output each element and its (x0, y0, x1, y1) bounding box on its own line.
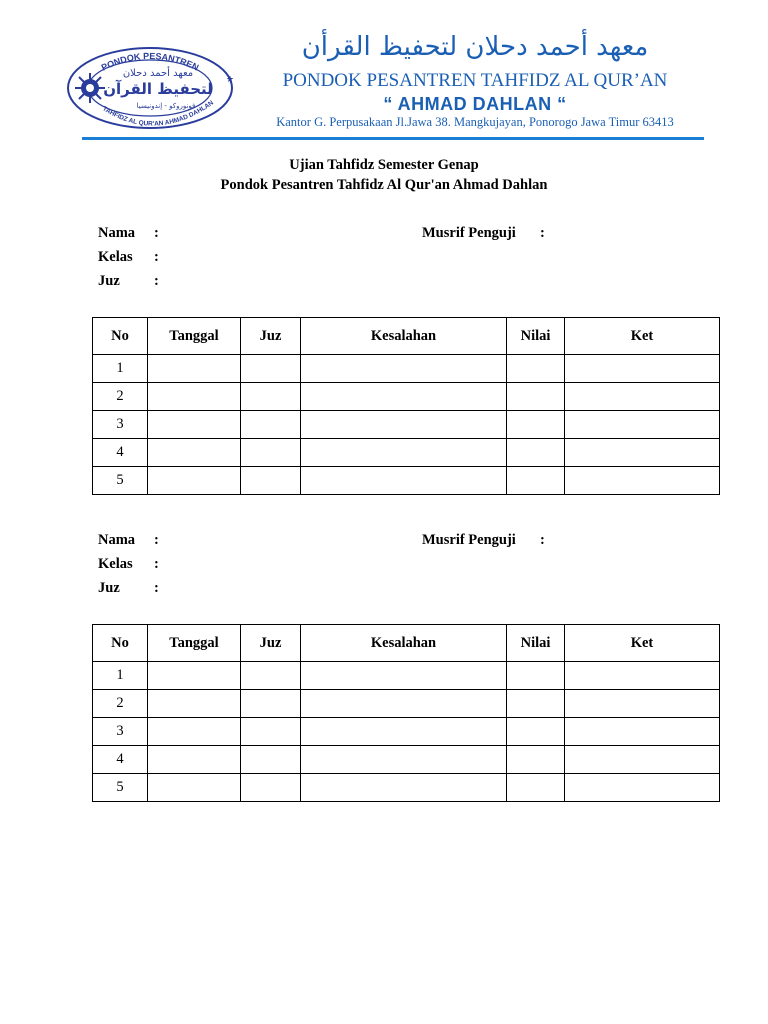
nama-label: Nama (98, 225, 136, 241)
ket-cell[interactable] (565, 718, 720, 746)
juz-cell[interactable] (241, 467, 301, 495)
kesalahan-cell[interactable] (301, 774, 507, 802)
ket-cell[interactable] (565, 467, 720, 495)
row-number: 5 (93, 467, 148, 495)
row-number: 3 (93, 411, 148, 439)
ket-cell[interactable] (565, 662, 720, 690)
musrif-penguji-field (422, 530, 545, 550)
musrif-penguji-field (422, 223, 545, 243)
nilai-cell[interactable] (507, 690, 565, 718)
juz-label: Juz (98, 580, 120, 596)
row-number: 4 (93, 746, 148, 774)
col-header-nilai: Nilai (507, 625, 565, 662)
col-header-tanggal: Tanggal (148, 625, 241, 662)
col-header-nilai: Nilai (507, 318, 565, 355)
row-number: 3 (93, 718, 148, 746)
nilai-cell[interactable] (507, 467, 565, 495)
tanggal-cell[interactable] (148, 383, 241, 411)
score-table-2 (92, 624, 720, 802)
colon: : (154, 249, 159, 265)
kelas-field (98, 554, 159, 574)
tanggal-cell[interactable] (148, 774, 241, 802)
table-row (93, 439, 720, 467)
tanggal-cell[interactable] (148, 690, 241, 718)
ket-cell[interactable] (565, 411, 720, 439)
sun-emblem-icon (75, 73, 105, 103)
col-header-ket: Ket (565, 625, 720, 662)
tanggal-cell[interactable] (148, 439, 241, 467)
table-row (93, 746, 720, 774)
nilai-cell[interactable] (507, 439, 565, 467)
kelas-label: Kelas (98, 556, 133, 572)
letterhead (0, 0, 768, 145)
juz-cell[interactable] (241, 439, 301, 467)
kesalahan-cell[interactable] (301, 746, 507, 774)
juz-field (98, 271, 159, 291)
colon: : (154, 532, 159, 548)
kesalahan-cell[interactable] (301, 439, 507, 467)
kesalahan-cell[interactable] (301, 690, 507, 718)
ket-cell[interactable] (565, 355, 720, 383)
musrif-label: Musrif Penguji (422, 532, 516, 548)
col-header-juz: Juz (241, 625, 301, 662)
colon: : (154, 273, 159, 289)
document-subtitle: Pondok Pesantren Tahfidz Al Qur'an Ahmad Dahlan (220, 177, 548, 193)
nilai-cell[interactable] (507, 718, 565, 746)
logo-arabic-line2: لتحفيظ القرآن (103, 80, 213, 98)
arabic-school-name: معهد أحمد دحلان لتحفيظ القرأن (301, 32, 649, 62)
ket-cell[interactable] (565, 774, 720, 802)
col-header-juz: Juz (241, 318, 301, 355)
nilai-cell[interactable] (507, 774, 565, 802)
juz-cell[interactable] (241, 718, 301, 746)
col-header-kesalahan: Kesalahan (301, 318, 507, 355)
nilai-cell[interactable] (507, 662, 565, 690)
table-header-row (93, 625, 720, 662)
kesalahan-cell[interactable] (301, 718, 507, 746)
tanggal-cell[interactable] (148, 411, 241, 439)
star-icon: ★ (226, 75, 234, 85)
logo-arabic-line1: معهد أحمد دحلان (122, 68, 194, 79)
colon: : (540, 225, 545, 241)
tanggal-cell[interactable] (148, 355, 241, 383)
colon: : (154, 225, 159, 241)
row-number: 4 (93, 439, 148, 467)
nilai-cell[interactable] (507, 746, 565, 774)
kelas-field (98, 247, 159, 267)
table-row (93, 467, 720, 495)
juz-cell[interactable] (241, 383, 301, 411)
colon: : (540, 532, 545, 548)
juz-cell[interactable] (241, 746, 301, 774)
kesalahan-cell[interactable] (301, 411, 507, 439)
table-row (93, 411, 720, 439)
table-row (93, 774, 720, 802)
col-header-no: No (93, 318, 148, 355)
kesalahan-cell[interactable] (301, 355, 507, 383)
juz-cell[interactable] (241, 411, 301, 439)
header-divider (82, 137, 704, 140)
nama-field (98, 223, 159, 243)
ket-cell[interactable] (565, 383, 720, 411)
tanggal-cell[interactable] (148, 662, 241, 690)
school-address: Kantor G. Perpusakaan Jl.Jawa 38. Mangkujayan, Ponorogo Jawa Timur 63413 (276, 115, 674, 129)
logo-bottom-text: TAHFIDZ AL QUR'AN AHMAD DAHLAN (101, 99, 215, 128)
juz-field (98, 578, 159, 598)
kesalahan-cell[interactable] (301, 383, 507, 411)
ket-cell[interactable] (565, 690, 720, 718)
kesalahan-cell[interactable] (301, 662, 507, 690)
nama-label: Nama (98, 532, 136, 548)
juz-cell[interactable] (241, 662, 301, 690)
juz-cell[interactable] (241, 690, 301, 718)
table-row (93, 718, 720, 746)
kelas-label: Kelas (98, 249, 133, 265)
table-row (93, 662, 720, 690)
row-number: 2 (93, 383, 148, 411)
school-logo (66, 46, 234, 130)
row-number: 1 (93, 662, 148, 690)
col-header-tanggal: Tanggal (148, 318, 241, 355)
row-number: 1 (93, 355, 148, 383)
table-row (93, 355, 720, 383)
tanggal-cell[interactable] (148, 718, 241, 746)
logo-arabic-line3: فونوروكو - إندونيسيا (136, 102, 196, 110)
col-header-kesalahan: Kesalahan (301, 625, 507, 662)
nilai-cell[interactable] (507, 383, 565, 411)
col-header-no: No (93, 625, 148, 662)
nama-field (98, 530, 159, 550)
nilai-cell[interactable] (507, 355, 565, 383)
score-table-1 (92, 317, 720, 495)
musrif-label: Musrif Penguji (422, 225, 516, 241)
col-header-ket: Ket (565, 318, 720, 355)
tanggal-cell[interactable] (148, 746, 241, 774)
table-header-row (93, 318, 720, 355)
colon: : (154, 556, 159, 572)
school-name-emphasis: “ AHMAD DAHLAN “ (383, 94, 567, 114)
ket-cell[interactable] (565, 746, 720, 774)
juz-label: Juz (98, 273, 120, 289)
table-row (93, 383, 720, 411)
nilai-cell[interactable] (507, 411, 565, 439)
logo-arc-text: PONDOK PESANTREN (99, 50, 201, 73)
row-number: 5 (93, 774, 148, 802)
colon: : (154, 580, 159, 596)
ket-cell[interactable] (565, 439, 720, 467)
table-row (93, 690, 720, 718)
document-title: Ujian Tahfidz Semester Genap (289, 157, 479, 173)
row-number: 2 (93, 690, 148, 718)
kesalahan-cell[interactable] (301, 467, 507, 495)
juz-cell[interactable] (241, 355, 301, 383)
school-name: PONDOK PESANTREN TAHFIDZ AL QUR’AN (282, 70, 668, 91)
tanggal-cell[interactable] (148, 467, 241, 495)
juz-cell[interactable] (241, 774, 301, 802)
